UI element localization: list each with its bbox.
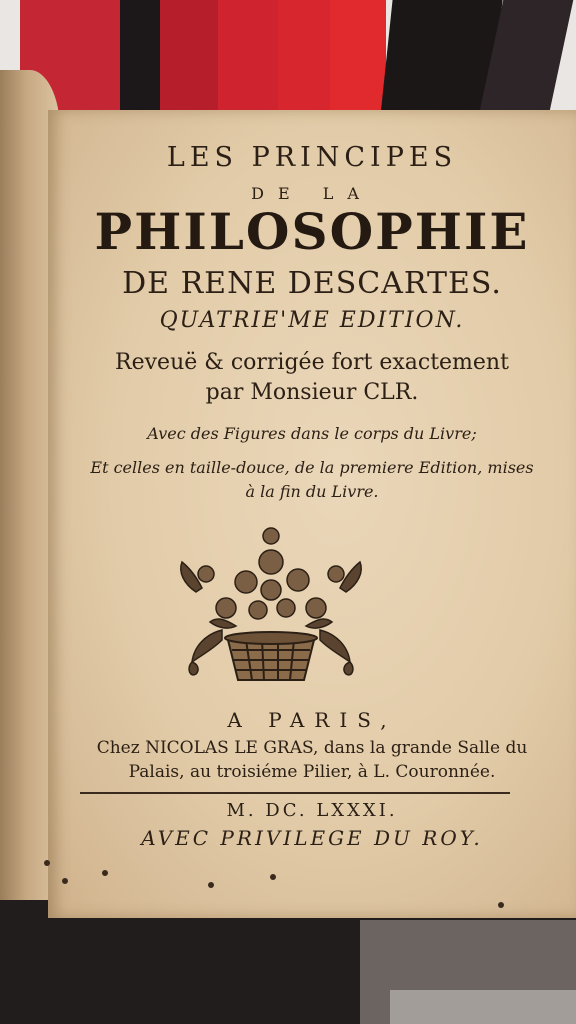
- title-line-de-la: DE LA: [251, 184, 373, 203]
- edition-line: QUATRIE'ME EDITION.: [159, 308, 465, 333]
- figures-line: Avec des Figures dans le corps du Livre;: [147, 424, 477, 443]
- background-object: [390, 990, 576, 1024]
- ink-speck: [44, 860, 50, 866]
- title-page: [48, 110, 576, 918]
- revision-line: Reveuë & corrigée fort exactement: [115, 350, 509, 375]
- ink-speck: [62, 878, 68, 884]
- ink-speck: [498, 902, 504, 908]
- book-spine: [218, 0, 278, 125]
- editor-line: par Monsieur CLR.: [205, 380, 419, 405]
- year-line: M. DC. LXXXI.: [226, 800, 398, 821]
- divider-rule: [80, 792, 510, 794]
- ink-speck: [102, 870, 108, 876]
- book-spine: [278, 0, 330, 125]
- title-line-philosophie: PHILOSOPHIE: [94, 202, 530, 261]
- publisher-line: Chez NICOLAS LE GRAS, dans la grande Salle du: [96, 738, 528, 758]
- title-line-author: DE RENE DESCARTES.: [122, 266, 502, 301]
- publisher-address-line: Palais, au troisiéme Pilier, à L. Couronnée.: [128, 762, 496, 782]
- flower-basket-icon: [166, 522, 376, 692]
- book-spine: [330, 0, 386, 125]
- place-line: A PARIS,: [227, 708, 397, 732]
- title-line-principes: LES PRINCIPES: [166, 142, 458, 173]
- engravings-line-end: à la fin du Livre.: [245, 482, 379, 501]
- book-spine: [160, 0, 218, 125]
- ink-speck: [208, 882, 214, 888]
- privilege-line: AVEC PRIVILEGE DU ROY.: [141, 826, 483, 850]
- book-spine: [120, 0, 160, 125]
- ink-speck: [270, 874, 276, 880]
- engravings-line: Et celles en taille-douce, de la premiere Edition, mises: [90, 458, 534, 477]
